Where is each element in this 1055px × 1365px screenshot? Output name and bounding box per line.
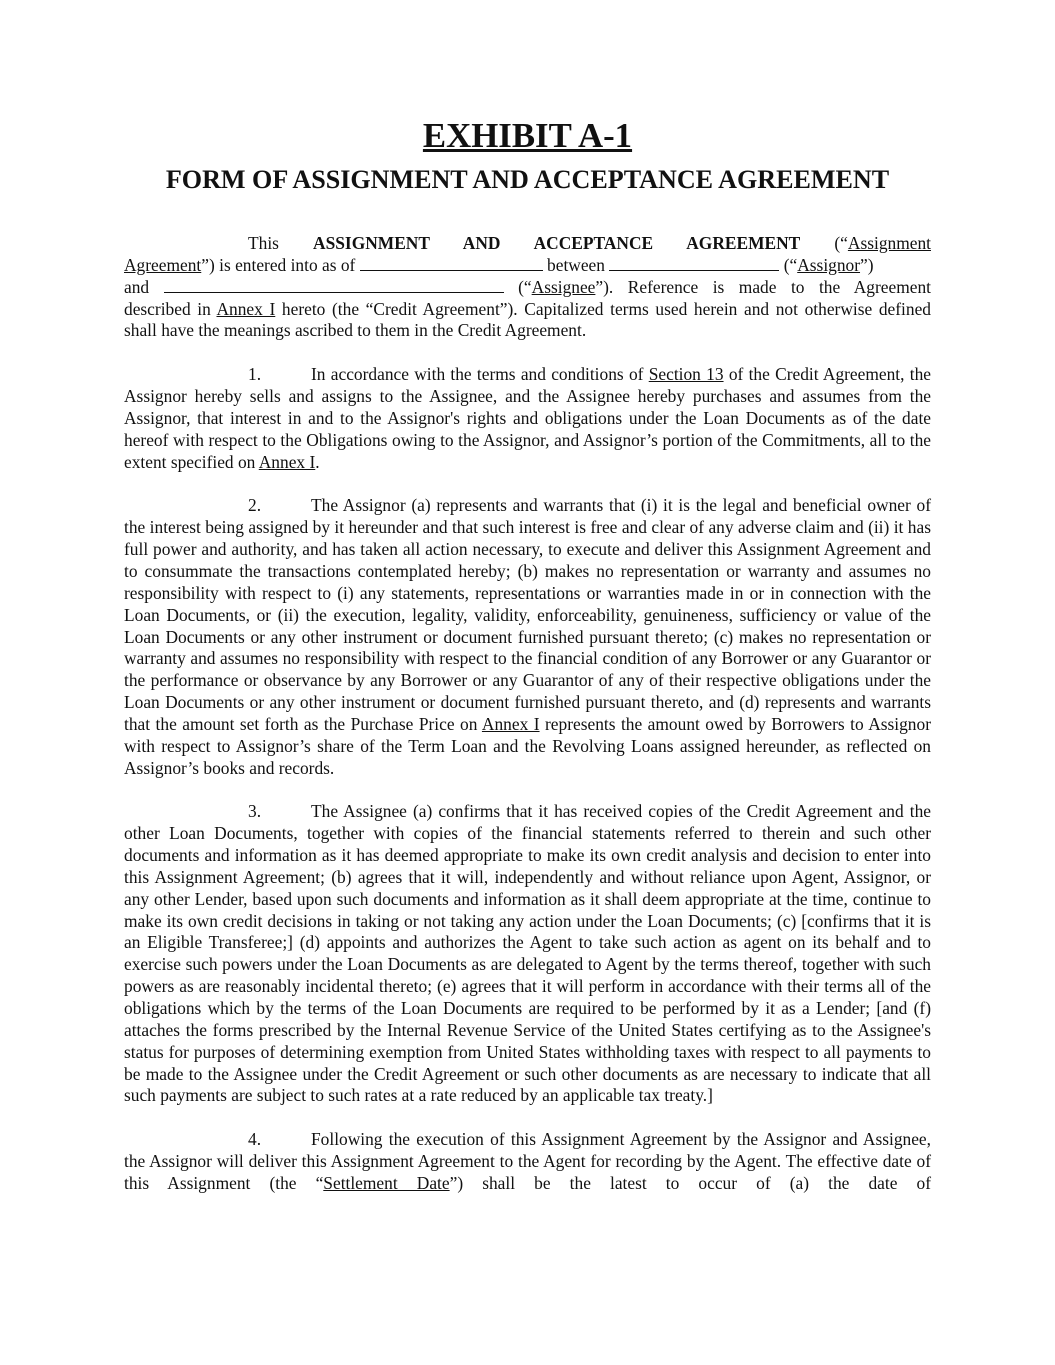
section-1 <box>124 364 931 473</box>
section-number: 4. <box>248 1129 262 1150</box>
between-text: between <box>547 254 605 275</box>
exhibit-title: EXHIBIT A-1 <box>422 116 633 155</box>
section-text: ”) shall be the latest to occur of (a) the date of <box>449 1172 931 1193</box>
section-text: represents the amount owed by Borrowers to Assignor with respect to Assignor’s share of the Term Loan and the Revolving Loans assigned hereunder, as reflected on Assignor’s books and records. <box>124 713 931 778</box>
section-text: The Assignee (a) confirms that it has received copies of the Credit Agreement and the other Loan Documents, together with copies of the financial statements referred to therein and such other documents and information as it has deemed appropriate to make its own credit analysis and decision to enter into this Assignment Agreement; (b) agrees that it will, independently and without reliance upon Agent, Assignor, or any other Lender, based upon such documents and information as it shall deem appropriate at the time, continue to make its own credit decisions in taking or not taking any action under the Loan Documents; (c) [confirms that it is an Eligible Transferee;] (d) appoints and authorizes the Agent to take such action as agent on its behalf and to exercise such powers under the Loan Documents as are delegated to Agent by the terms thereof, together with such powers as are reasonably incidental thereto; (e) agrees that it will perform in accordance with their terms all of the obligations which by the terms of the Loan Documents are required to be performed by it as a Lender; [and (f) attaches the forms prescribed by the Internal Revenue Service of the United States certifying as to the Assignee's status for purposes of determining exemption from United States withholding taxes with respect to all payments to be made to the Assignee under the Credit Agreement or such other documents as are necessary to indicate that all such payments are subject to such rates at a rate reduced by an applicable tax treaty.] <box>124 801 931 1106</box>
section-2 <box>124 495 931 779</box>
described-in-text: described in <box>124 298 211 319</box>
section-13-reference: Section 13 <box>648 364 724 385</box>
intro-remainder <box>124 299 931 343</box>
section-number: 3. <box>248 801 262 822</box>
date-blank-field[interactable] <box>360 255 543 271</box>
section-text: Following the execution of this Assignment Agreement by the Assignor and Assignee, the Assignor will deliver this Assignment Agreement to the Agent for recording by the Agent. The effective date of this Assignment (the “ <box>124 1129 931 1193</box>
document-page <box>124 116 932 1195</box>
close-quote: ”) <box>860 254 874 275</box>
section-text: . <box>315 451 320 472</box>
defined-term-assignment: Assignment <box>847 233 931 253</box>
intro-line-2 <box>124 255 931 277</box>
intro-paragraph <box>124 233 931 342</box>
section-text: The Assignor (a) represents and warrants that (i) it is the legal and beneficial owner of the interest being assigned by it hereunder and that such interest is free and clear of any adverse claim and (ii) it has full power and authority, and has taken all action necessary, to execute and deliver this Assignment Agreement and to consummate the transactions contemplated hereby; (b) makes no representation or warranty and assumes no responsibility with respect to (i) any statements, representations or warranties made in or in connection with the Loan Documents, or (ii) the execution, legality, validity, enforceability, genuineness, sufficiency or value of the Loan Documents or any other instrument or document furnished pursuant thereto; (c) makes no representation or warranty and assumes no responsibility with respect to the financial condition of any Borrower or any Guarantor or the performance or observance by any Borrower or any Guarantor of any of their respective obligations under the Loan Documents or any other instrument or document furnished pursuant thereto, and (d) represents and warrants that the amount set forth as the Purchase Price on <box>124 495 931 734</box>
section-number: 2. <box>248 495 262 516</box>
annex-i-reference: Annex I <box>258 451 316 472</box>
annex-i-reference: Annex I <box>216 298 276 319</box>
defined-term-assignor: Assignor <box>797 254 861 275</box>
open-quote: (“ <box>518 276 532 297</box>
section-text: In accordance with the terms and conditions of <box>311 364 644 385</box>
section-4 <box>124 1129 931 1195</box>
assignor-blank-field[interactable] <box>609 255 779 271</box>
defined-term-assignee: Assignee <box>531 276 596 297</box>
reference-text: ”). Reference is made to the Agreement <box>595 276 931 297</box>
annex-i-reference: Annex I <box>481 713 540 734</box>
agreement-bold-title: ASSIGNMENT AND ACCEPTANCE AGREEMENT <box>313 233 801 253</box>
section-number: 1. <box>248 364 262 385</box>
section-3 <box>124 801 931 1107</box>
settlement-date-term: Settlement Date <box>323 1172 450 1193</box>
intro-this: This <box>248 233 279 253</box>
section-text: of the Credit Agreement, the Assignor hereby sells and assigns to the Assignee, and the Assignee hereby purchases and assumes from the Assignor, that interest in and to the Assignor's rights and obligations under the Loan Documents as of the date hereof with respect to the Obligations owing to the Assignor, and Assignor’s portion of the Commitments, all to the extent specified on <box>124 364 932 472</box>
form-title: FORM OF ASSIGNMENT AND ACCEPTANCE AGREEMENT <box>165 165 890 194</box>
intro-line-1 <box>124 233 931 255</box>
intro-line-3 <box>124 277 931 299</box>
defined-term-agreement: Agreement <box>124 254 202 275</box>
open-quote: (“ <box>783 254 798 275</box>
assignee-blank-field[interactable] <box>164 277 504 293</box>
entered-into-text: ”) is entered into as of <box>201 254 356 275</box>
open-quote: (“ <box>834 233 848 253</box>
and-text: and <box>124 276 150 297</box>
intro-rest-text: hereto (the “Credit Agreement”). Capitalized terms used herein and not otherwise defined shall have the meanings ascribed to them in the Credit Agreement. <box>124 298 931 341</box>
